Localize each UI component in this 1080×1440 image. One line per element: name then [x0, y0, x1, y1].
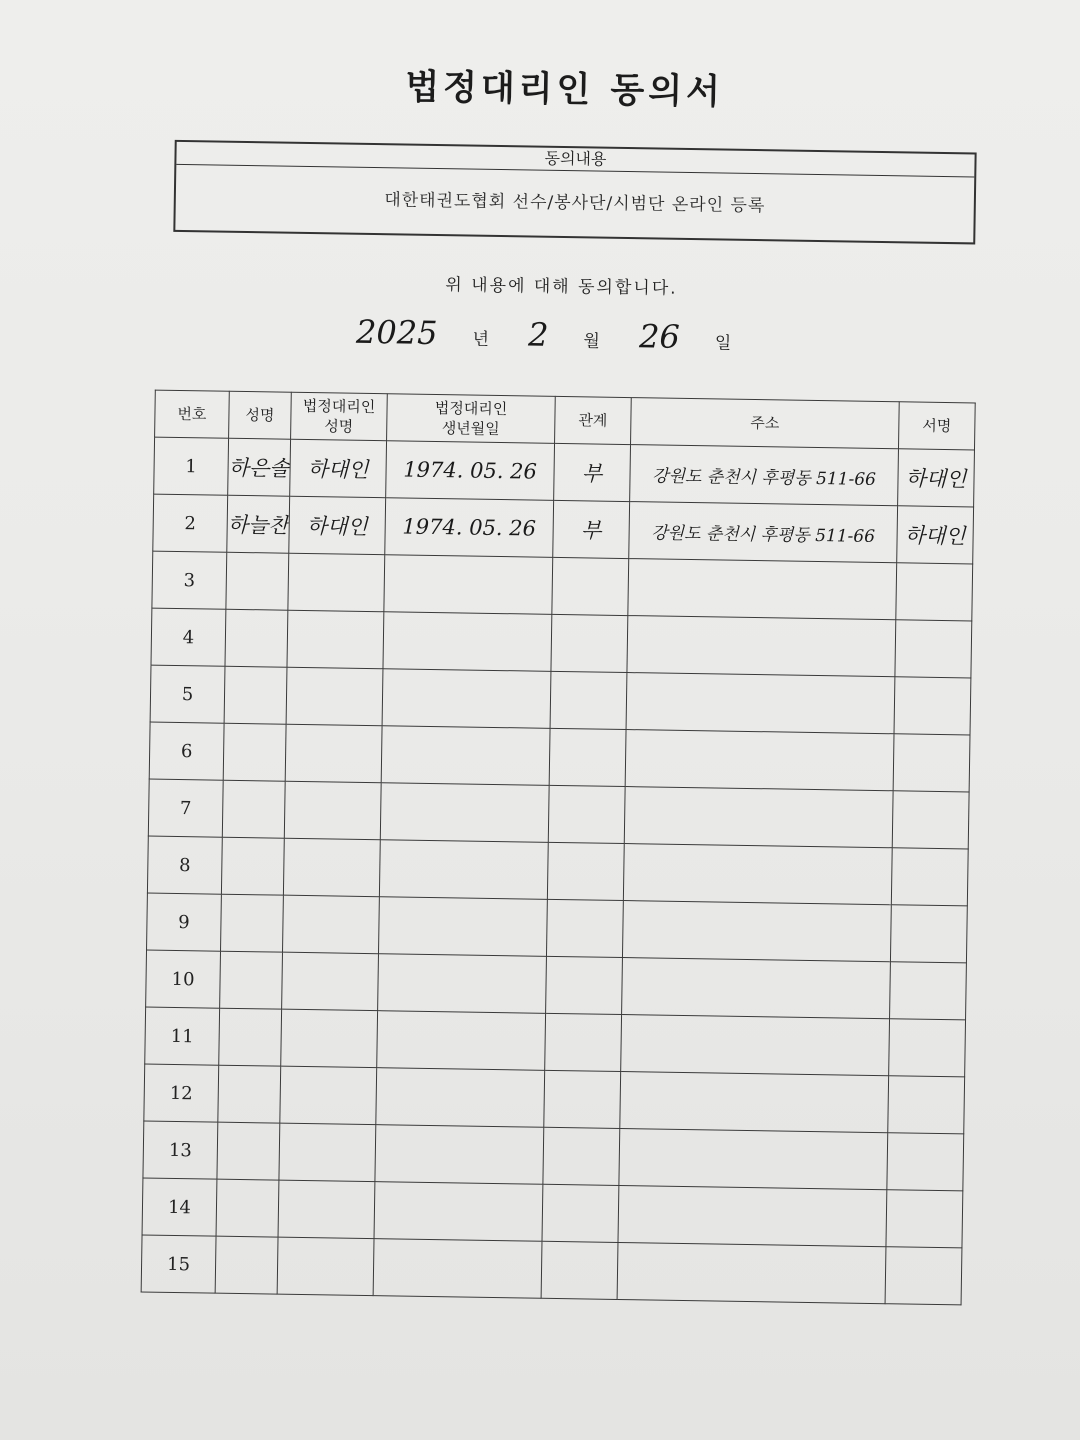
row-name-cell	[217, 1122, 280, 1180]
row-sign-cell	[890, 962, 967, 1020]
row-name-cell	[222, 780, 285, 838]
header-relation: 관계	[555, 396, 632, 444]
row-relation-cell	[542, 1184, 619, 1242]
row-name-cell	[215, 1236, 278, 1294]
row-birth-cell	[377, 1011, 546, 1071]
row-address-cell	[621, 1015, 890, 1076]
row-address-cell	[617, 1242, 886, 1303]
row-rep-name-cell	[283, 895, 380, 954]
row-no: 10	[146, 950, 221, 1008]
row-birth-cell	[381, 726, 550, 786]
row-sign-cell	[886, 1190, 963, 1248]
row-address-cell	[628, 559, 897, 620]
row-no: 7	[148, 779, 223, 837]
row-rep-name-cell	[280, 1066, 377, 1125]
row-relation-cell	[541, 1241, 618, 1299]
row-name: 하은솔	[228, 455, 290, 481]
row-name-cell	[223, 723, 286, 781]
row-birth-cell	[383, 612, 552, 672]
header-rep-birth-line1: 법정대리인	[434, 398, 508, 419]
row-address-cell	[626, 673, 895, 734]
row-name-cell	[226, 552, 289, 610]
row-relation-cell	[543, 1127, 620, 1185]
date-day: 26	[638, 317, 681, 356]
table-row	[141, 1235, 962, 1305]
row-relation-cell	[547, 842, 624, 900]
header-rep-name-line2: 성명	[324, 417, 354, 436]
consent-header: 동의내용	[176, 142, 974, 178]
row-address-cell	[618, 1185, 887, 1246]
row-no: 13	[143, 1121, 218, 1179]
row-rep-name-cell	[287, 610, 384, 669]
header-rep-birth-line2: 생년월일	[441, 419, 500, 439]
row-name: 하늘찬	[227, 512, 289, 538]
row-address-cell	[625, 730, 894, 791]
row-birth-cell	[384, 555, 553, 615]
row-rep-name-cell	[288, 553, 385, 612]
row-rep-name-cell	[277, 1237, 374, 1296]
row-address-cell	[622, 958, 891, 1019]
row-birth: 1974. 05. 26	[403, 457, 538, 484]
row-no: 8	[147, 836, 222, 894]
row-relation-cell	[544, 1070, 621, 1128]
row-birth-cell	[374, 1182, 543, 1242]
date-month: 2	[527, 315, 549, 354]
row-name-cell	[218, 1065, 281, 1123]
row-address-cell	[624, 787, 893, 848]
row-signature: 하대인	[904, 523, 966, 549]
row-address: 강원도 춘천시 후평동 511-66	[651, 522, 876, 547]
date-month-unit: 월	[583, 331, 601, 352]
row-relation-cell	[549, 728, 626, 786]
consent-content-box	[173, 140, 976, 245]
row-no: 5	[150, 665, 225, 723]
row-no: 6	[149, 722, 224, 780]
header-address: 주소	[631, 398, 900, 449]
agree-statement: 위 내용에 대해 동의합니다.	[445, 275, 678, 299]
row-rep-name-cell	[279, 1123, 376, 1182]
row-address-cell	[622, 901, 891, 962]
row-rep-name-cell	[281, 1009, 378, 1068]
row-sign-cell	[885, 1247, 962, 1305]
row-rep-name-cell	[285, 724, 382, 783]
row-relation-cell	[550, 671, 627, 729]
row-sign-cell	[887, 1133, 964, 1191]
row-relation-cell	[546, 956, 623, 1014]
row-sign-cell	[896, 563, 973, 621]
row-no: 12	[144, 1064, 219, 1122]
row-name-cell	[219, 1008, 282, 1066]
header-name: 성명	[229, 391, 292, 439]
row-birth-cell	[378, 897, 547, 957]
row-rep-name-cell	[278, 1180, 375, 1239]
row-relation-cell	[551, 614, 628, 672]
row-birth-cell	[378, 954, 547, 1014]
row-relation: 부	[580, 518, 602, 543]
row-birth-cell	[380, 783, 549, 843]
row-no: 11	[145, 1007, 220, 1065]
row-relation-cell	[548, 785, 625, 843]
row-address-cell	[623, 844, 892, 905]
row-no: 1	[154, 437, 229, 495]
row-rep-name: 하대인	[307, 457, 369, 482]
date-year: 2025	[355, 312, 438, 353]
header-no: 번호	[155, 390, 230, 438]
header-rep-birth	[387, 394, 556, 444]
row-birth-cell	[373, 1239, 542, 1299]
date-day-unit: 일	[714, 333, 732, 354]
row-no: 14	[142, 1178, 217, 1236]
row-sign-cell	[894, 677, 971, 735]
row-birth-cell	[376, 1068, 545, 1128]
row-sign-cell	[893, 734, 970, 792]
row-relation: 부	[581, 461, 603, 486]
row-name-cell	[225, 609, 288, 667]
date-row	[135, 309, 985, 360]
page-title: 법정대리인 동의서	[404, 67, 725, 113]
consent-form	[120, 53, 990, 1356]
guardian-table	[141, 390, 976, 1306]
row-relation-cell	[546, 899, 623, 957]
row-rep-name-cell	[282, 952, 379, 1011]
header-sign: 서명	[898, 402, 975, 450]
header-rep-name	[291, 392, 388, 441]
row-name-cell	[221, 894, 284, 952]
date-year-unit: 년	[472, 329, 490, 350]
row-address-cell	[620, 1071, 889, 1132]
row-sign-cell	[891, 848, 968, 906]
row-signature: 하대인	[905, 466, 967, 492]
row-address-cell	[619, 1128, 888, 1189]
row-rep-name-cell	[286, 667, 383, 726]
row-no: 15	[141, 1235, 216, 1293]
row-sign-cell	[888, 1076, 965, 1134]
row-no: 4	[151, 608, 226, 666]
row-address-cell	[627, 616, 896, 677]
row-relation-cell	[552, 557, 629, 615]
row-birth-cell	[375, 1125, 544, 1185]
row-sign-cell	[895, 620, 972, 678]
row-name-cell	[221, 837, 284, 895]
row-name-cell	[224, 666, 287, 724]
row-no: 9	[147, 893, 222, 951]
row-no: 3	[152, 551, 227, 609]
row-birth-cell	[379, 840, 548, 900]
row-sign-cell	[889, 1019, 966, 1077]
row-name-cell	[216, 1179, 279, 1237]
row-no: 2	[153, 494, 228, 552]
row-birth: 1974. 05. 26	[402, 514, 537, 541]
row-name-cell	[220, 951, 283, 1009]
header-rep-name-line1: 법정대리인	[302, 396, 376, 417]
row-rep-name-cell	[283, 838, 380, 897]
row-rep-name: 하대인	[306, 514, 368, 539]
row-birth-cell	[382, 669, 551, 729]
row-relation-cell	[545, 1013, 622, 1071]
consent-text: 대한태권도협회 선수/봉사단/시범단 온라인 등록	[384, 190, 766, 217]
row-sign-cell	[890, 905, 967, 963]
row-sign-cell	[892, 791, 969, 849]
row-address: 강원도 춘천시 후평동 511-66	[651, 465, 877, 490]
row-rep-name-cell	[284, 781, 381, 840]
